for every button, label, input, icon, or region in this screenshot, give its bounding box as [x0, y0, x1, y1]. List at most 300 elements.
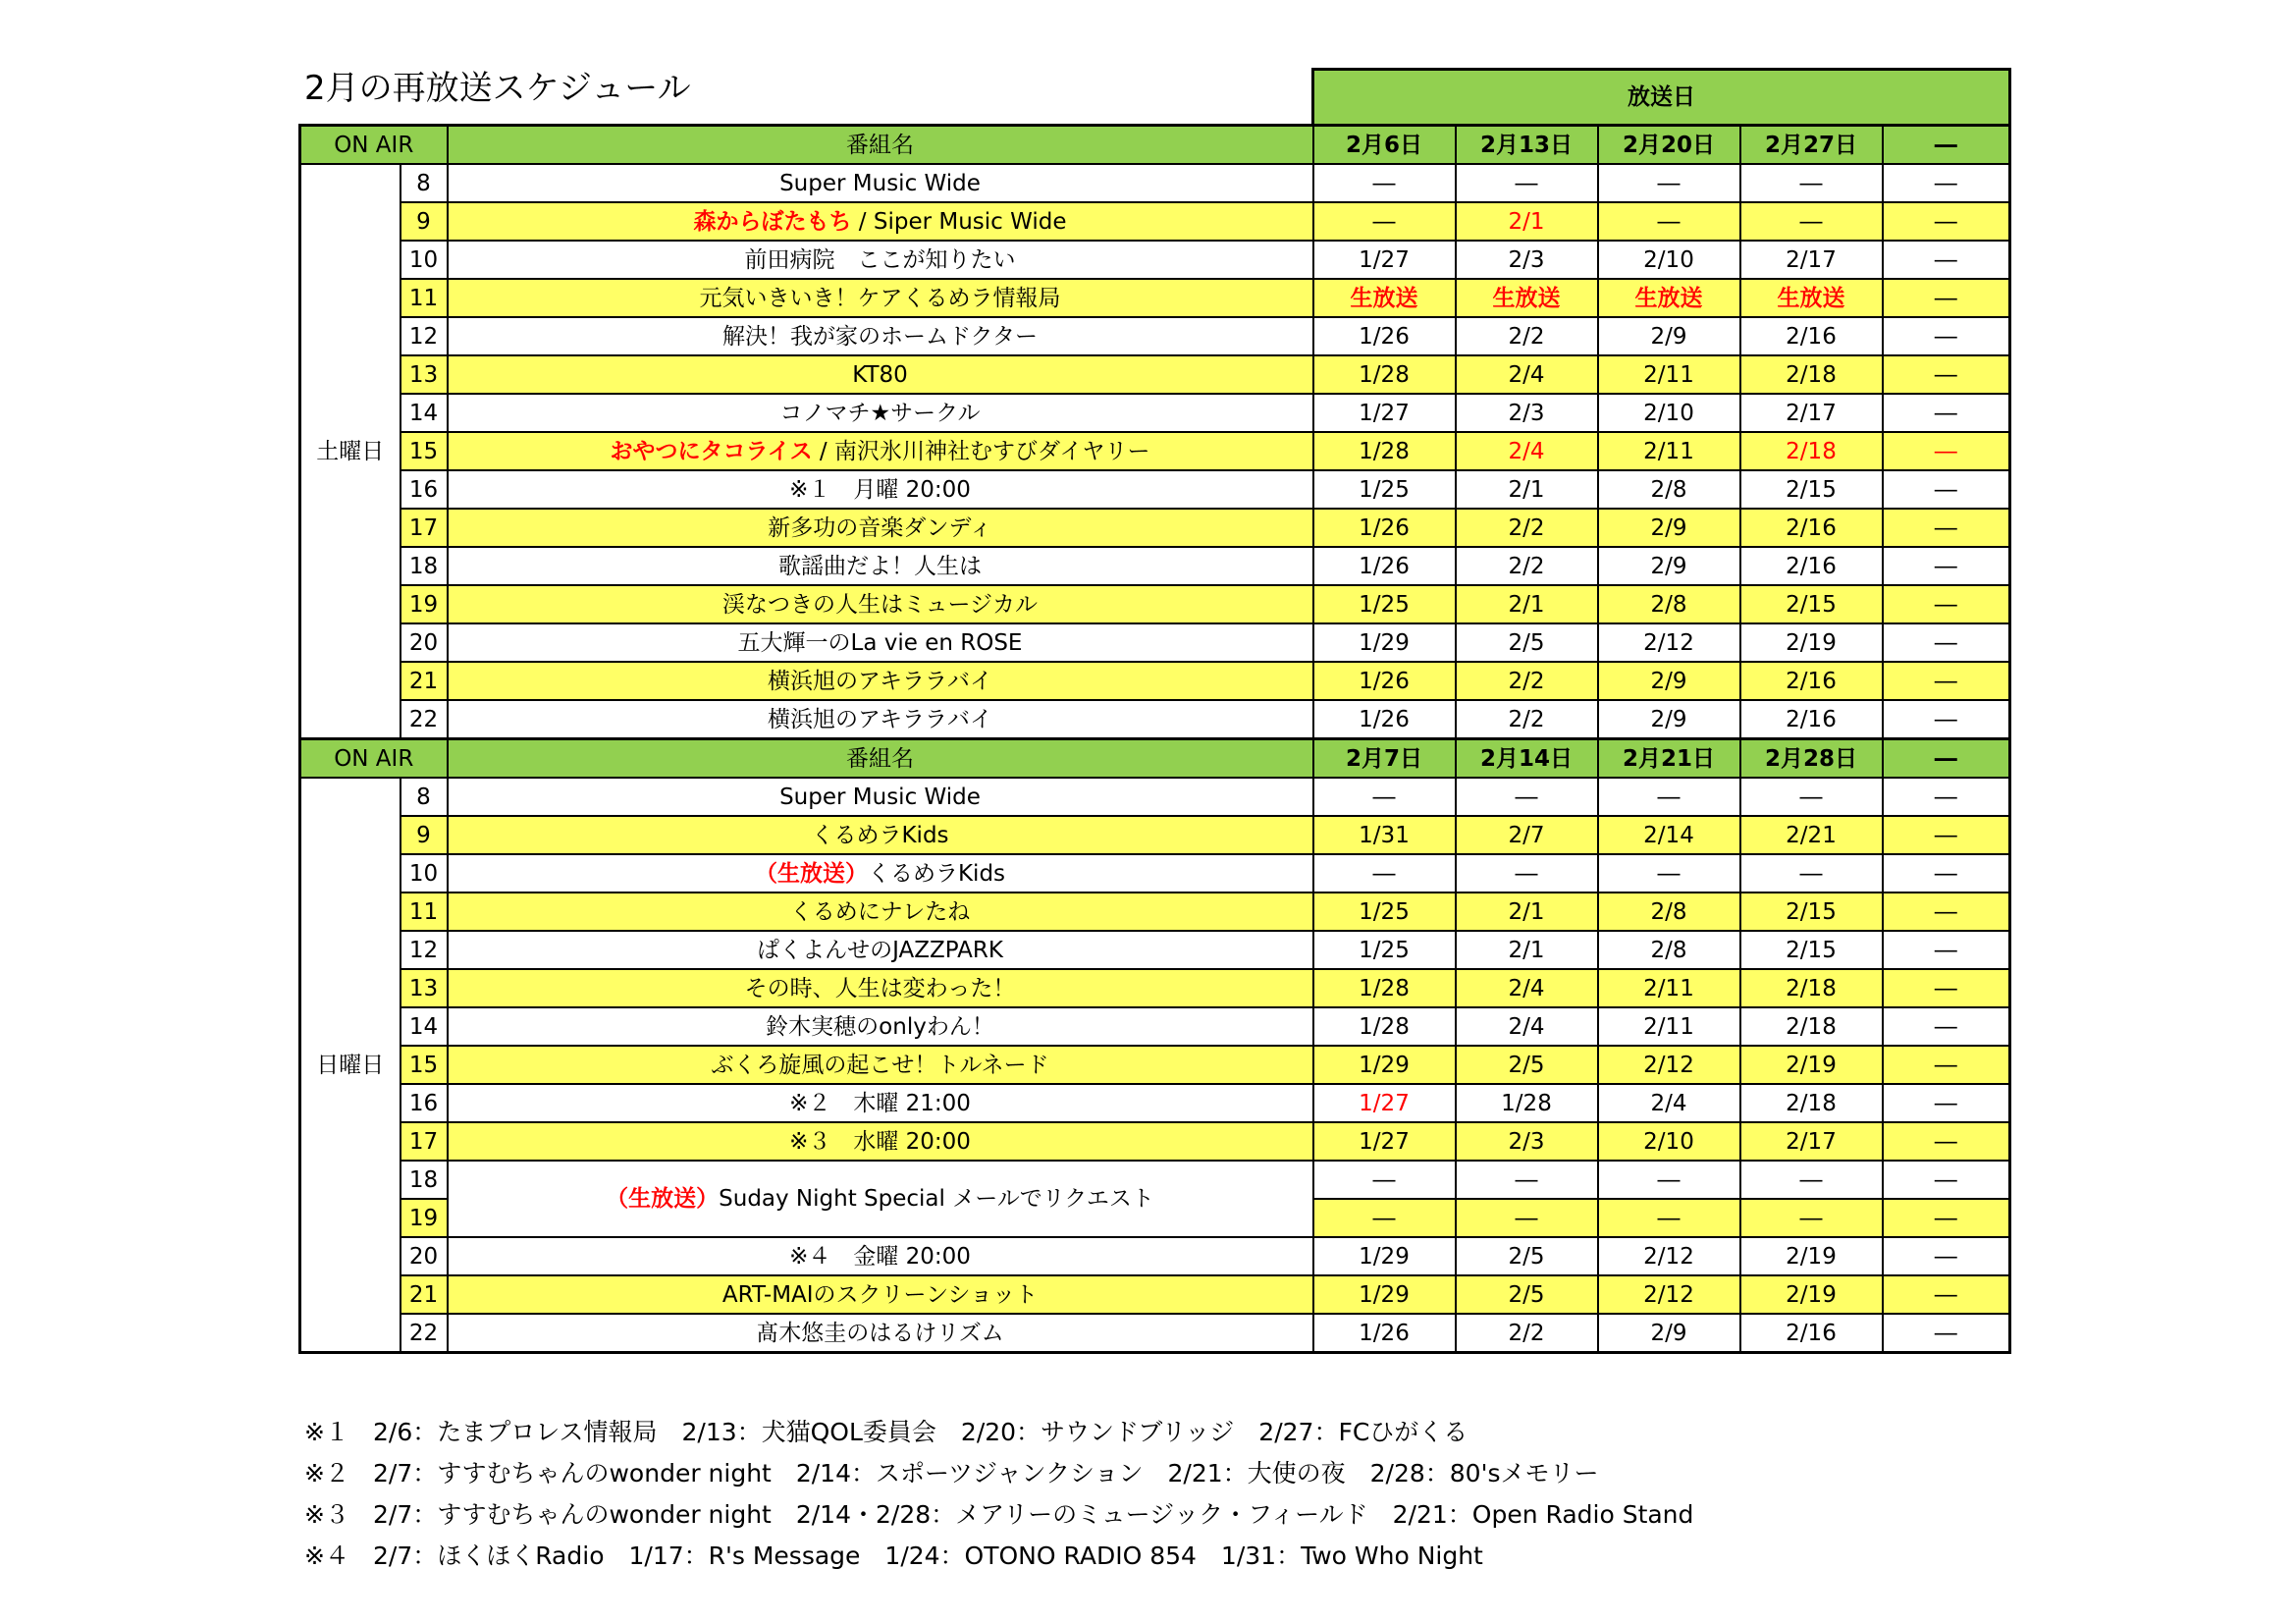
date-cell: 2/2: [1456, 317, 1598, 355]
date-cell: 1/26: [1313, 509, 1456, 547]
footnote: [304, 1536, 1693, 1577]
program-name: コノマチ★サークル: [779, 400, 981, 426]
hour-cell: 19: [400, 585, 448, 623]
date-cell: 2/8: [1598, 585, 1740, 623]
date-cell: 2/1: [1456, 585, 1598, 623]
date-cell: 2/3: [1456, 394, 1598, 432]
date-cell: 1/28: [1313, 355, 1456, 394]
date-cell: ―: [1598, 202, 1740, 241]
schedule-row: [300, 1007, 2010, 1046]
program-name-cell: [448, 1122, 1313, 1161]
date-cell: 2/15: [1740, 470, 1883, 509]
program-name-header: 番組名: [448, 739, 1313, 779]
date-cell: 2/18: [1740, 432, 1883, 470]
program-name-highlight: （生放送）: [606, 1186, 720, 1212]
program-name: 南沢氷川神社むすびダイヤリー: [833, 438, 1150, 464]
hour-cell: 12: [400, 317, 448, 355]
program-name: くるめにナレたね: [789, 898, 971, 925]
program-name-cell: [448, 893, 1313, 931]
date-cell: 1/31: [1313, 816, 1456, 854]
onair-header: ON AIR: [300, 739, 448, 779]
program-name-cell: [448, 816, 1313, 854]
hour-cell: 8: [400, 778, 448, 816]
hour-cell: 10: [400, 241, 448, 279]
hour-cell: 9: [400, 816, 448, 854]
date-cell: 2/4: [1456, 969, 1598, 1007]
date-cell: ―: [1883, 778, 2010, 816]
date-cell: 2/16: [1740, 1314, 1883, 1353]
hour-cell: 14: [400, 394, 448, 432]
program-name-cell: [448, 662, 1313, 700]
date-cell: 2/3: [1456, 1122, 1598, 1161]
hour-cell: 14: [400, 1007, 448, 1046]
program-name-cell: [448, 241, 1313, 279]
program-name: Super Music Wide: [779, 784, 981, 810]
date-header-2: 2月13日: [1456, 126, 1598, 165]
date-cell: 2/19: [1740, 1275, 1883, 1314]
date-cell: 2/12: [1598, 1237, 1740, 1275]
date-cell: 2/10: [1598, 1122, 1740, 1161]
date-cell: 2/2: [1456, 662, 1598, 700]
program-name-cell: [448, 394, 1313, 432]
date-cell: 1/26: [1313, 317, 1456, 355]
date-cell: ―: [1456, 164, 1598, 202]
date-cell: ―: [1883, 1199, 2010, 1237]
date-cell: ―: [1883, 1046, 2010, 1084]
date-cell: 1/29: [1313, 1046, 1456, 1084]
date-cell: ―: [1883, 1122, 2010, 1161]
broadcast-date-header: 放送日: [1313, 70, 2010, 126]
date-cell: ―: [1883, 509, 2010, 547]
schedule-row: [300, 1275, 2010, 1314]
date-cell: 2/1: [1456, 470, 1598, 509]
schedule-row: [300, 164, 2010, 202]
date-cell: ―: [1883, 854, 2010, 893]
schedule-row: [300, 816, 2010, 854]
date-cell: ―: [1883, 662, 2010, 700]
date-cell: 2/12: [1598, 1046, 1740, 1084]
date-cell: ―: [1883, 931, 2010, 969]
date-cell: ―: [1883, 700, 2010, 739]
program-name-header: 番組名: [448, 126, 1313, 165]
date-cell: ―: [1598, 1161, 1740, 1199]
date-cell: ―: [1883, 1237, 2010, 1275]
date-cell: 2/9: [1598, 662, 1740, 700]
program-name-cell: [448, 164, 1313, 202]
schedule-row: [300, 1084, 2010, 1122]
date-cell: ―: [1883, 470, 2010, 509]
date-cell: 生放送: [1456, 279, 1598, 317]
schedule-row: [300, 893, 2010, 931]
date-cell: 2/1: [1456, 893, 1598, 931]
date-cell: 2/15: [1740, 893, 1883, 931]
schedule-row: [300, 1122, 2010, 1161]
date-cell: ―: [1456, 1199, 1598, 1237]
program-name: ART-MAIのスクリーンショット: [721, 1281, 1039, 1308]
date-cell: 1/27: [1313, 241, 1456, 279]
date-cell: 2/5: [1456, 1275, 1598, 1314]
footnote-text: 2/7：すすむちゃんのwonder night 2/14・2/28：メアリーのミュージック・フィールド 2/21：Open Radio Stand: [373, 1500, 1694, 1529]
program-name: ※４ 金曜 20:00: [789, 1243, 971, 1270]
footnote-mark: ※４: [304, 1542, 349, 1570]
program-name-highlight: おやつにタコライス: [610, 438, 813, 464]
date-cell: 2/7: [1456, 816, 1598, 854]
date-cell: 1/28: [1313, 969, 1456, 1007]
hour-cell: 16: [400, 1084, 448, 1122]
program-name-cell: [448, 1161, 1313, 1237]
hour-cell: 20: [400, 1237, 448, 1275]
sunday-header-row: [300, 739, 2010, 779]
program-name-cell: [448, 470, 1313, 509]
date-cell: 生放送: [1598, 279, 1740, 317]
date-cell: 生放送: [1313, 279, 1456, 317]
date-cell: ―: [1456, 1161, 1598, 1199]
onair-header: ON AIR: [300, 126, 448, 165]
date-cell: ―: [1883, 1084, 2010, 1122]
date-header-4: 2月27日: [1740, 126, 1883, 165]
date-cell: 2/8: [1598, 931, 1740, 969]
program-name: 前田病院 ここが知りたい: [744, 246, 1016, 273]
date-cell: 1/25: [1313, 893, 1456, 931]
date-cell: 2/19: [1740, 623, 1883, 662]
program-name-cell: [448, 202, 1313, 241]
schedule-row: [300, 931, 2010, 969]
date-cell: 2/17: [1740, 241, 1883, 279]
schedule-row: [300, 1046, 2010, 1084]
saturday-label: 土曜日: [300, 164, 400, 739]
footnote-text: 2/7：すすむちゃんのwonder night 2/14：スポーツジャンクション 2/21：大使の夜 2/28：80'sメモリー: [373, 1459, 1599, 1488]
date-cell: 2/9: [1598, 700, 1740, 739]
date-cell: 2/11: [1598, 969, 1740, 1007]
date-cell: 1/29: [1313, 623, 1456, 662]
date-header-5: ―: [1883, 126, 2010, 165]
program-name: 鈴木実穂のonlyわん！: [766, 1013, 994, 1040]
date-header-3: 2月20日: [1598, 126, 1740, 165]
footnote: [304, 1412, 1693, 1453]
hour-cell: 13: [400, 355, 448, 394]
program-name-highlight: （生放送）: [754, 860, 868, 887]
date-cell: 1/26: [1313, 700, 1456, 739]
program-name: ※３ 水曜 20:00: [789, 1128, 971, 1155]
date-cell: ―: [1313, 778, 1456, 816]
schedule-row: [300, 394, 2010, 432]
date-cell: 2/11: [1598, 1007, 1740, 1046]
date-cell: 2/4: [1456, 432, 1598, 470]
program-name: Super Music Wide: [779, 170, 981, 196]
program-name-highlight: 森からぼたもち: [693, 208, 852, 235]
program-name-cell: [448, 931, 1313, 969]
date-cell: 1/26: [1313, 662, 1456, 700]
date-cell: 2/21: [1740, 816, 1883, 854]
program-name: 新多功の音楽ダンディ: [768, 514, 992, 541]
date-cell: 2/9: [1598, 1314, 1740, 1353]
date-cell: ―: [1883, 1314, 2010, 1353]
date-header-2: 2月14日: [1456, 739, 1598, 779]
date-cell: 1/28: [1456, 1084, 1598, 1122]
broadcast-date-header-row: [300, 70, 2010, 126]
program-name: ぱくよんせのJAZZPARK: [757, 937, 1003, 963]
program-name: 横浜旭のアキララバイ: [767, 668, 993, 694]
program-name-cell: [448, 1084, 1313, 1122]
schedule-row: [300, 1314, 2010, 1353]
date-cell: ―: [1456, 778, 1598, 816]
date-cell: 2/2: [1456, 700, 1598, 739]
date-cell: 2/16: [1740, 317, 1883, 355]
program-name: KT80: [852, 361, 908, 388]
page-title: 2月の再放送スケジュール: [304, 69, 691, 108]
title-spacer: [300, 70, 1313, 126]
date-cell: 2/2: [1456, 547, 1598, 585]
date-cell: 1/25: [1313, 931, 1456, 969]
schedule-row: [300, 969, 2010, 1007]
date-cell: ―: [1883, 1275, 2010, 1314]
program-name-cell: [448, 700, 1313, 739]
program-name-separator: /: [812, 438, 834, 464]
program-name: くるめラKids: [811, 822, 949, 848]
program-name: Suday Night Special メールでリクエスト: [719, 1186, 1154, 1212]
date-cell: 2/3: [1456, 241, 1598, 279]
date-cell: 1/25: [1313, 585, 1456, 623]
date-cell: 1/26: [1313, 1314, 1456, 1353]
date-cell: ―: [1313, 164, 1456, 202]
date-cell: 2/16: [1740, 547, 1883, 585]
hour-cell: 22: [400, 700, 448, 739]
date-cell: 2/10: [1598, 241, 1740, 279]
program-name: 五大輝一のLa vie en ROSE: [737, 629, 1023, 656]
date-cell: 2/18: [1740, 969, 1883, 1007]
date-cell: ―: [1313, 854, 1456, 893]
program-name-cell: [448, 854, 1313, 893]
date-cell: ―: [1883, 202, 2010, 241]
footnote: [304, 1453, 1693, 1494]
date-cell: 2/1: [1456, 202, 1598, 241]
date-cell: 2/1: [1456, 931, 1598, 969]
schedule-table: [298, 68, 2011, 1354]
program-name-cell: [448, 355, 1313, 394]
program-name: ※２ 木曜 21:00: [789, 1090, 971, 1116]
date-cell: 2/16: [1740, 662, 1883, 700]
date-cell: 2/17: [1740, 394, 1883, 432]
program-name: ※１ 月曜 20:00: [789, 476, 971, 503]
program-name-cell: [448, 623, 1313, 662]
date-cell: ―: [1883, 623, 2010, 662]
program-name-cell: [448, 1237, 1313, 1275]
hour-cell: 15: [400, 1046, 448, 1084]
hour-cell: 15: [400, 432, 448, 470]
hour-cell: 13: [400, 969, 448, 1007]
date-cell: 2/16: [1740, 509, 1883, 547]
date-cell: ―: [1740, 1199, 1883, 1237]
date-cell: 1/25: [1313, 470, 1456, 509]
date-cell: ―: [1313, 202, 1456, 241]
schedule-row: [300, 279, 2010, 317]
date-cell: ―: [1598, 164, 1740, 202]
date-cell: 1/29: [1313, 1237, 1456, 1275]
hour-cell: 10: [400, 854, 448, 893]
date-header-1: 2月6日: [1313, 126, 1456, 165]
hour-cell: 11: [400, 893, 448, 931]
date-cell: ―: [1456, 854, 1598, 893]
date-cell: ―: [1883, 432, 2010, 470]
program-name: 元気いきいき！ケアくるめラ情報局: [699, 285, 1061, 311]
date-cell: 2/19: [1740, 1237, 1883, 1275]
date-cell: ―: [1313, 1199, 1456, 1237]
schedule-row: [300, 509, 2010, 547]
date-header-1: 2月7日: [1313, 739, 1456, 779]
date-cell: ―: [1883, 585, 2010, 623]
hour-cell: 16: [400, 470, 448, 509]
date-cell: ―: [1883, 279, 2010, 317]
hour-cell: 19: [400, 1199, 448, 1237]
footnote-mark: ※３: [304, 1500, 349, 1529]
schedule-row: [300, 854, 2010, 893]
date-cell: 2/16: [1740, 700, 1883, 739]
schedule-row: [300, 202, 2010, 241]
program-name-cell: [448, 1314, 1313, 1353]
schedule-row: [300, 317, 2010, 355]
hour-cell: 8: [400, 164, 448, 202]
hour-cell: 18: [400, 1161, 448, 1199]
hour-cell: 17: [400, 509, 448, 547]
date-cell: 1/27: [1313, 394, 1456, 432]
date-cell: 2/5: [1456, 1237, 1598, 1275]
date-header-3: 2月21日: [1598, 739, 1740, 779]
hour-cell: 12: [400, 931, 448, 969]
footnote-text: 2/6：たまプロレス情報局 2/13：犬猫QOL委員会 2/20：サウンドブリッジ 2/27：FCひがくる: [373, 1418, 1468, 1446]
schedule-row: [300, 700, 2010, 739]
date-cell: 1/29: [1313, 1275, 1456, 1314]
hour-cell: 20: [400, 623, 448, 662]
date-cell: 2/5: [1456, 623, 1598, 662]
date-cell: 2/18: [1740, 1084, 1883, 1122]
date-cell: ―: [1313, 1161, 1456, 1199]
date-cell: ―: [1598, 778, 1740, 816]
program-name-cell: [448, 317, 1313, 355]
program-name: 解決！我が家のホームドクター: [721, 323, 1039, 350]
schedule-row: [300, 547, 2010, 585]
footnote: [304, 1494, 1693, 1536]
date-cell: 2/4: [1456, 355, 1598, 394]
program-name: ぶくろ旋風の起こせ！トルネード: [711, 1052, 1049, 1078]
date-cell: ―: [1883, 394, 2010, 432]
schedule-row: [300, 585, 2010, 623]
date-cell: ―: [1598, 854, 1740, 893]
hour-cell: 18: [400, 547, 448, 585]
date-cell: 2/4: [1456, 1007, 1598, 1046]
date-cell: 2/9: [1598, 547, 1740, 585]
schedule-row: [300, 1161, 2010, 1199]
program-name: くるめラKids: [867, 860, 1006, 887]
date-cell: 1/27: [1313, 1084, 1456, 1122]
date-cell: 2/12: [1598, 1275, 1740, 1314]
date-cell: 2/4: [1598, 1084, 1740, 1122]
date-cell: 2/8: [1598, 893, 1740, 931]
date-cell: ―: [1740, 1161, 1883, 1199]
date-cell: ―: [1883, 317, 2010, 355]
footnote-mark: ※１: [304, 1418, 349, 1446]
date-cell: 1/26: [1313, 547, 1456, 585]
program-name-cell: [448, 1007, 1313, 1046]
date-cell: 2/17: [1740, 1122, 1883, 1161]
date-cell: 1/27: [1313, 1122, 1456, 1161]
hour-cell: 11: [400, 279, 448, 317]
schedule-row: [300, 662, 2010, 700]
date-cell: ―: [1740, 202, 1883, 241]
date-header-4: 2月28日: [1740, 739, 1883, 779]
schedule-row: [300, 778, 2010, 816]
date-cell: ―: [1740, 164, 1883, 202]
date-cell: 2/11: [1598, 432, 1740, 470]
date-cell: 2/8: [1598, 470, 1740, 509]
date-cell: ―: [1883, 1161, 2010, 1199]
date-cell: 1/28: [1313, 1007, 1456, 1046]
date-header-5: ―: [1883, 739, 2010, 779]
schedule-row: [300, 432, 2010, 470]
date-cell: ―: [1883, 969, 2010, 1007]
program-name-cell: [448, 279, 1313, 317]
program-name: 渓なつきの人生はミュージカル: [721, 591, 1039, 618]
date-cell: 2/14: [1598, 816, 1740, 854]
program-name-cell: [448, 432, 1313, 470]
program-name-cell: [448, 969, 1313, 1007]
program-name-cell: [448, 1046, 1313, 1084]
schedule-row: [300, 470, 2010, 509]
date-cell: ―: [1883, 1007, 2010, 1046]
date-cell: 2/2: [1456, 509, 1598, 547]
program-name-cell: [448, 509, 1313, 547]
date-cell: 2/19: [1740, 1046, 1883, 1084]
hour-cell: 21: [400, 662, 448, 700]
date-cell: ―: [1598, 1199, 1740, 1237]
program-name-cell: [448, 547, 1313, 585]
date-cell: 2/11: [1598, 355, 1740, 394]
date-cell: 2/18: [1740, 355, 1883, 394]
date-cell: ―: [1883, 547, 2010, 585]
schedule-row: [300, 355, 2010, 394]
hour-cell: 21: [400, 1275, 448, 1314]
footnotes: [304, 1412, 1693, 1577]
date-cell: 2/15: [1740, 585, 1883, 623]
program-name: 横浜旭のアキララバイ: [767, 706, 993, 732]
footnote-mark: ※２: [304, 1459, 349, 1488]
date-cell: 2/10: [1598, 394, 1740, 432]
footnote-text: 2/7：ほくほくRadio 1/17：R's Message 1/24：OTONO RADIO 854 1/31：Two Who Night: [373, 1542, 1483, 1570]
hour-cell: 22: [400, 1314, 448, 1353]
program-name: その時、人生は変わった！: [744, 975, 1016, 1001]
program-name-cell: [448, 585, 1313, 623]
program-name-cell: [448, 778, 1313, 816]
program-name-separator: /: [851, 208, 874, 235]
date-cell: 2/9: [1598, 317, 1740, 355]
date-cell: ―: [1883, 816, 2010, 854]
date-cell: 2/12: [1598, 623, 1740, 662]
sunday-label: 日曜日: [300, 778, 400, 1353]
program-name: Siper Music Wide: [873, 208, 1067, 235]
schedule-row: [300, 241, 2010, 279]
date-cell: 生放送: [1740, 279, 1883, 317]
date-cell: ―: [1740, 778, 1883, 816]
date-cell: 2/15: [1740, 931, 1883, 969]
date-cell: ―: [1883, 241, 2010, 279]
schedule-row: [300, 1237, 2010, 1275]
saturday-header-row: [300, 126, 2010, 165]
program-name: 歌謡曲だよ！人生は: [778, 553, 982, 579]
date-cell: ―: [1883, 893, 2010, 931]
date-cell: 2/5: [1456, 1046, 1598, 1084]
program-name: 髙木悠圭のはるけリズム: [756, 1320, 1004, 1346]
date-cell: ―: [1883, 164, 2010, 202]
date-cell: 2/9: [1598, 509, 1740, 547]
